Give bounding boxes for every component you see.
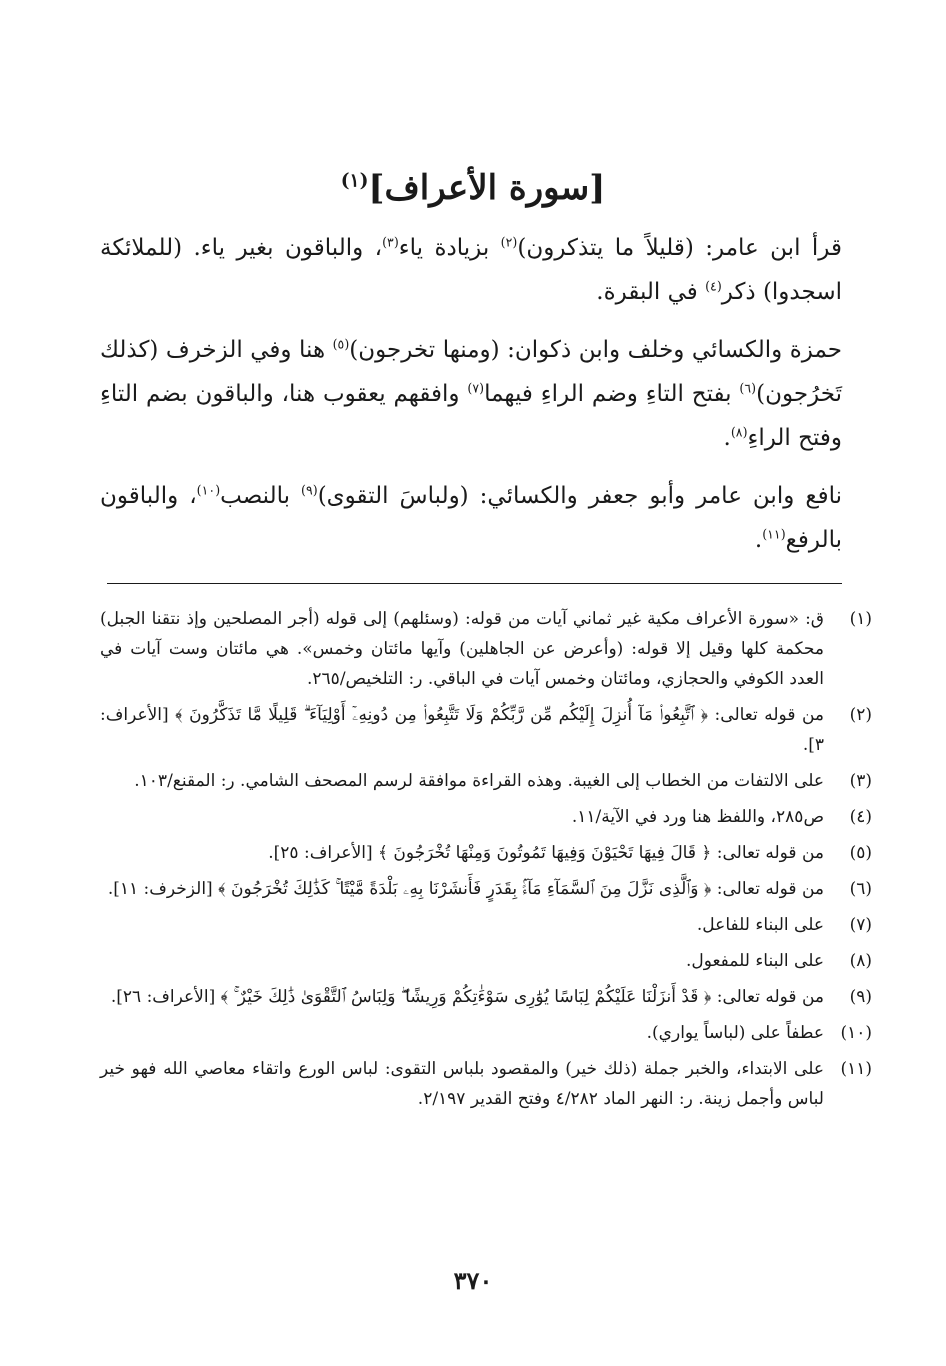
main-text (100, 226, 842, 576)
footnote-number: (٤) (849, 807, 872, 827)
footnote-text: من قوله تعالى: ﴿ قَدْ أَنزَلْنَا عَلَيْكُمْ لِبَاسًا يُوَٰرِى سَوْءَٰتِكُمْ وَرِيشًا ۖ وَلِبَاسُ ٱلتَّقْوَىٰ ذَٰلِكَ خَيْرٌ ۚ ﴾ [الأعراف: ٢٦]. (110, 987, 824, 1007)
footnote-text: على البناء للمفعول. (685, 951, 824, 971)
footnote-ref: (٣) (382, 234, 399, 250)
footnote-divider (107, 583, 842, 584)
surah-title-text: [سورة الأعراف] (368, 168, 606, 208)
footnote-ref: (١٠) (196, 482, 221, 498)
footnote-item (100, 982, 872, 1012)
footnote-number: (١٠) (840, 1023, 872, 1043)
paragraph-text: وافقهم يعقوب هنا، والباقون بضم التاءِ وفتح الراءِ (100, 381, 842, 451)
paragraph-text: . (723, 425, 731, 451)
footnote-ref: (٦) (739, 380, 757, 396)
footnote-item (100, 766, 872, 796)
paragraph-text: ، والباقون بالرفع (100, 483, 842, 553)
paragraph-text: هنا وفي الزخرف (كذلك تَخرُجون) (100, 337, 842, 407)
footnote-ref: (٤) (705, 278, 722, 294)
footnote-item (100, 874, 872, 904)
footnote-text: عطفاً على (لباساً يواري). (646, 1023, 824, 1043)
paragraph-text: نافع وابن عامر وأبو جعفر والكسائي: (ولباسَ التقوى) (317, 483, 842, 509)
footnote-text: على الالتفات من الخطاب إلى الغيبة. وهذه القراءة موافقة لرسم المصحف الشامي. ر: المقنع/١٠٣. (134, 771, 824, 791)
footnote-text: من قوله تعالى: ﴿ ٱتَّبِعُوا۟ مَآ أُنزِلَ إِلَيْكُم مِّن رَّبِّكُمْ وَلَا تَتَّبِعُوا۟ مِن دُونِهِۦٓ أَوْلِيَآءَ ۗ قَلِيلًا مَّا تَذَكَّرُونَ ﴾ [الأعراف: ٣]. (100, 705, 824, 755)
footnote-ref: (٩) (301, 482, 318, 498)
reading-paragraph (100, 474, 842, 562)
footnote-ref: (١) (340, 169, 369, 192)
footnote-item (100, 802, 872, 832)
footnote-item (100, 1054, 872, 1114)
paragraph-text: بفتح التاءِ وضم الراءِ فيهما (484, 381, 740, 407)
footnote-number: (٨) (849, 951, 872, 971)
footnote-item (100, 910, 872, 940)
paragraph-text: . (754, 527, 763, 553)
footnote-number: (٦) (849, 879, 872, 899)
footnote-number: (٩) (849, 987, 872, 1007)
footnote-text: على البناء للفاعل. (696, 915, 824, 935)
footnote-item (100, 604, 872, 694)
footnote-text: من قوله تعالى: ﴿ وَٱلَّذِى نَزَّلَ مِنَ ٱلسَّمَآءِ مَآءًۢ بِقَدَرٍ فَأَنشَرْنَا بِهِۦ بَلْدَةً مَّيْتًا ۚ كَذَٰلِكَ تُخْرَجُونَ ﴾ [الزخرف: ١١]. (107, 879, 824, 899)
paragraph-text: حمزة والكسائي وخلف وابن ذكوان: (ومنها تخرجون) (349, 337, 842, 363)
footnote-ref: (٧) (467, 380, 485, 396)
paragraph-text: بزيادة ياء (398, 235, 501, 261)
footnote-ref: (٨) (730, 424, 748, 440)
surah-title (0, 160, 946, 216)
footnote-item (100, 838, 872, 868)
page-number: ٣٧٠ (453, 1266, 493, 1295)
footnote-number: (٧) (849, 915, 872, 935)
footnote-item (100, 700, 872, 760)
reading-paragraph (100, 328, 842, 460)
paragraph-text: بالنصب (220, 483, 302, 509)
paragraph-text: ، والباقون بغير ياء. (للملائكة اسجدوا) ذكر (100, 235, 842, 305)
paragraph-text: في البقرة. (596, 279, 706, 305)
footnote-ref: (١١) (762, 526, 786, 542)
footnote-number: (٢) (849, 705, 872, 725)
footnote-text: ص٢٨٥، واللفظ هنا ورد في الآية/١١. (571, 807, 824, 827)
footnotes (100, 604, 872, 1120)
footnote-ref: (٥) (332, 336, 350, 352)
footnote-number: (١١) (840, 1059, 872, 1079)
footnote-item (100, 946, 872, 976)
paragraph-text: قرأ ابن عامر: (قليلاً ما يتذكرون) (517, 235, 842, 261)
footnote-number: (٣) (849, 771, 872, 791)
footnote-number: (٥) (849, 843, 872, 863)
footnote-item (100, 1018, 872, 1048)
footnote-text: من قوله تعالى: ﴿ قَالَ فِيهَا تَحْيَوْنَ وَفِيهَا تَمُوتُونَ وَمِنْهَا تُخْرَجُونَ ﴾ [الأعراف: ٢٥]. (268, 843, 824, 863)
reading-paragraph (100, 226, 842, 314)
footnote-text: ق: «سورة الأعراف مكية غير ثماني آيات من قوله: (وسئلهم) إلى قوله (أجر المصلحين وإذ نتقنا الجبل) محكمة كلها وقيل إلا قوله: (وأعرض عن الجاهلين) وآيها مائتان وخمس». هي مائتان وست آيات في العدد الكوفي والحجازي، ومائتان وخمس آيات في الباقي. ر: التلخيص/٢٦٥. (100, 609, 824, 689)
footnote-text: على الابتداء، والخبر جملة (ذلك خير) والمقصود بلباس التقوى: لباس الورع واتقاء معاصي الله فهو خير لباس وأجمل زينة. ر: النهر الماد ٤/٢٨٢ وفتح القدير ٢/١٩٧. (100, 1059, 824, 1109)
footnote-number: (١) (849, 609, 872, 629)
footnote-ref: (٢) (500, 234, 518, 250)
